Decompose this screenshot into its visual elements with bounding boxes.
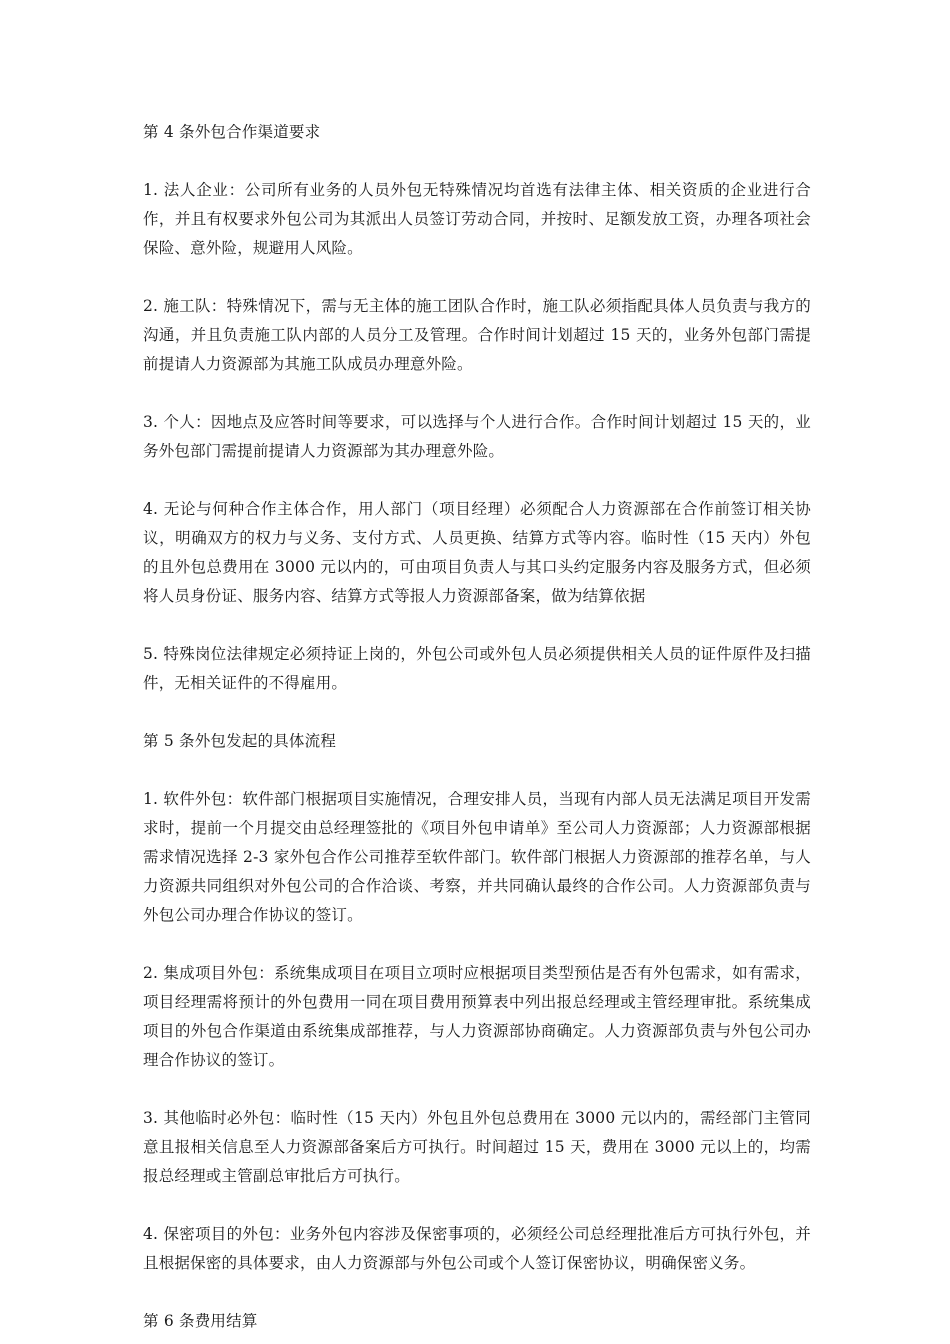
section-heading-6: 第 6 条费用结算	[143, 1312, 258, 1330]
paragraph-gap	[143, 466, 811, 495]
paragraph-gap	[143, 611, 811, 640]
paragraph-5-3: 3. 其他临时必外包：临时性（15 天内）外包且外包总费用在 3000 元以内的，需经部门主管同意且报相关信息至人力资源部备案后方可执行。时间超过 15 天，费用在 3000 元以上的，均需报总经理或主管副总审批后方可执行。	[143, 1109, 811, 1185]
paragraph-gap	[143, 930, 811, 959]
paragraph-gap	[143, 698, 811, 727]
document-body	[143, 118, 811, 1336]
paragraph-5-2: 2. 集成项目外包：系统集成项目在项目立项时应根据项目类型预估是否有外包需求，如有需求，项目经理需将预计的外包费用一同在项目费用预算表中列出报总经理或主管经理审批。系统集成项目的外包合作渠道由系统集成部推荐，与人力资源部协商确定。人力资源部负责与外包公司办理合作协议的签订。	[143, 964, 811, 1069]
paragraph-4-5: 5. 特殊岗位法律规定必须持证上岗的，外包公司或外包人员必须提供相关人员的证件原件及扫描件，无相关证件的不得雇用。	[143, 645, 811, 692]
paragraph-4-2: 2. 施工队：特殊情况下，需与无主体的施工团队合作时，施工队必须指配具体人员负责与我方的沟通，并且负责施工队内部的人员分工及管理。合作时间计划超过 15 天的，业务外包部门需提前提请人力资源部为其施工队成员办理意外险。	[143, 297, 811, 373]
section-heading-4: 第 4 条外包合作渠道要求	[143, 123, 321, 141]
paragraph-gap	[143, 263, 811, 292]
paragraph-gap	[143, 756, 811, 785]
paragraph-5-4: 4. 保密项目的外包：业务外包内容涉及保密事项的，必须经公司总经理批准后方可执行外包，并且根据保密的具体要求，由人力资源部与外包公司或个人签订保密协议，明确保密义务。	[143, 1225, 811, 1272]
paragraph-gap	[143, 1191, 811, 1220]
paragraph-5-1: 1. 软件外包：软件部门根据项目实施情况，合理安排人员，当现有内部人员无法满足项目开发需求时，提前一个月提交由总经理签批的《项目外包申请单》至公司人力资源部；人力资源部根据需求情况选择 2-3 家外包合作公司推荐至软件部门。软件部门根据人力资源部的推荐名单，与人力资源共同组织对外包公司的合作洽谈、考察，并共同确认最终的合作公司。人力资源部负责与外包公司办理合作协议的签订。	[143, 790, 811, 924]
paragraph-4-1: 1. 法人企业：公司所有业务的人员外包无特殊情况均首选有法律主体、相关资质的企业进行合作，并且有权要求外包公司为其派出人员签订劳动合同，并按时、足额发放工资，办理各项社会保险、意外险，规避用人风险。	[143, 181, 811, 257]
paragraph-4-4: 4. 无论与何种合作主体合作，用人部门（项目经理）必须配合人力资源部在合作前签订相关协议，明确双方的权力与义务、支付方式、人员更换、结算方式等内容。临时性（15 天内）外包的且外包总费用在 3000 元以内的，可由项目负责人与其口头约定服务内容及服务方式，但必须将人员身份证、服务内容、结算方式等报人力资源部备案，做为结算依据	[143, 500, 811, 605]
paragraph-gap	[143, 1278, 811, 1307]
paragraph-gap	[143, 147, 811, 176]
section-heading-5: 第 5 条外包发起的具体流程	[143, 732, 337, 750]
paragraph-gap	[143, 1075, 811, 1104]
paragraph-gap	[143, 379, 811, 408]
paragraph-4-3: 3. 个人：因地点及应答时间等要求，可以选择与个人进行合作。合作时间计划超过 15 天的，业务外包部门需提前提请人力资源部为其办理意外险。	[143, 413, 811, 460]
